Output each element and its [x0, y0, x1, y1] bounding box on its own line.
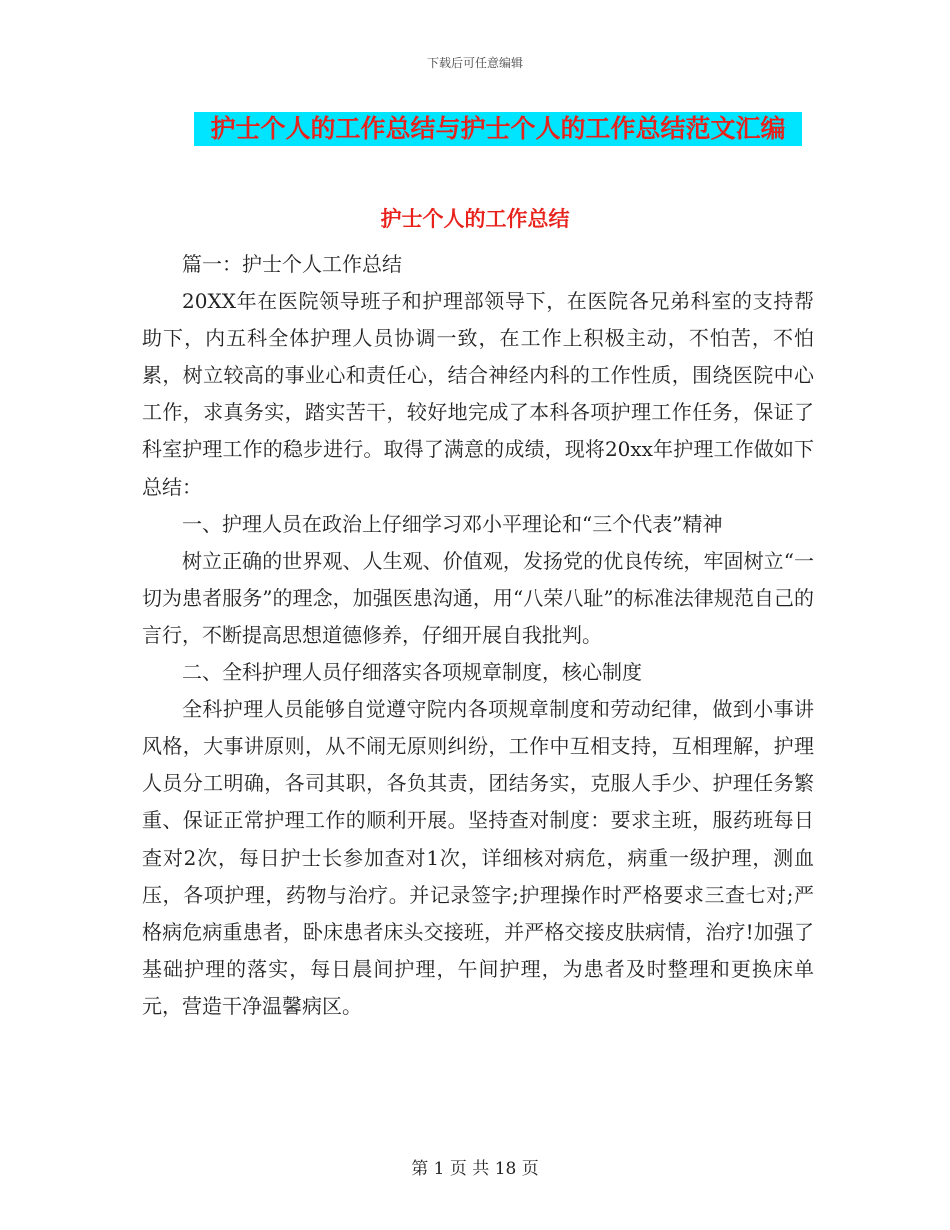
paragraph: 20XX年在医院领导班子和护理部领导下，在医院各兄弟科室的支持帮助下，内五科全体护理人员协调一致，在工作上积极主动，不怕苦，不怕累，树立较高的事业心和责任心，结合神经内科的工作性质，围绕医院中心工作，求真务实，踏实苦干，较好地完成了本科各项护理工作任务，保证了科室护理工作的稳步进行。取得了满意的成绩，现将20xx年护理工作做如下总结： [142, 289, 814, 499]
paragraph: 全科护理人员能够自觉遵守院内各项规章制度和劳动纪律，做到小事讲风格，大事讲原则，从不闹无原则纠纷，工作中互相支持，互相理解，护理人员分工明确，各司其职，各负其责，团结务实，克服人手少、护理任务繁重、保证正常护理工作的顺利开展。坚持查对制度：要求主班，服药班每日查对2次，每日护士长参加查对1次，详细核对病危，病重一级护理，测血压，各项护理，药物与治疗。并记录签字;护理操作时严格要求三查七对;严格病危病重患者，卧床患者床头交接班，并严格交接皮肤病情，治疗!加强了基础护理的落实，每日晨间护理，午间护理，为患者及时整理和更换床单元，营造干净温馨病区。 [142, 697, 814, 1018]
paragraph: 树立正确的世界观、人生观、价值观，发扬党的优良传统，牢固树立“一切为患者服务”的理念，加强医患沟通，用“八荣八耻”的标准法律规范自己的言行，不断提高思想道德修养，仔细开展自我批判。 [142, 548, 814, 647]
document-title: 护士个人的工作总结与护士个人的工作总结范文汇编 [194, 112, 802, 146]
paragraph-heading: 一、护理人员在政治上仔细学习邓小平理论和“三个代表”精神 [182, 511, 723, 536]
page-number: 第 1 页 共 18 页 [411, 1159, 539, 1179]
paragraph-heading: 篇一：护士个人工作总结 [182, 252, 402, 276]
header-note: 下载后可任意编辑 [426, 56, 523, 70]
section-title: 护士个人的工作总结 [380, 207, 570, 231]
paragraph-heading: 二、全科护理人员仔细落实各项规章制度，核心制度 [182, 660, 642, 685]
document-body [142, 246, 814, 1025]
